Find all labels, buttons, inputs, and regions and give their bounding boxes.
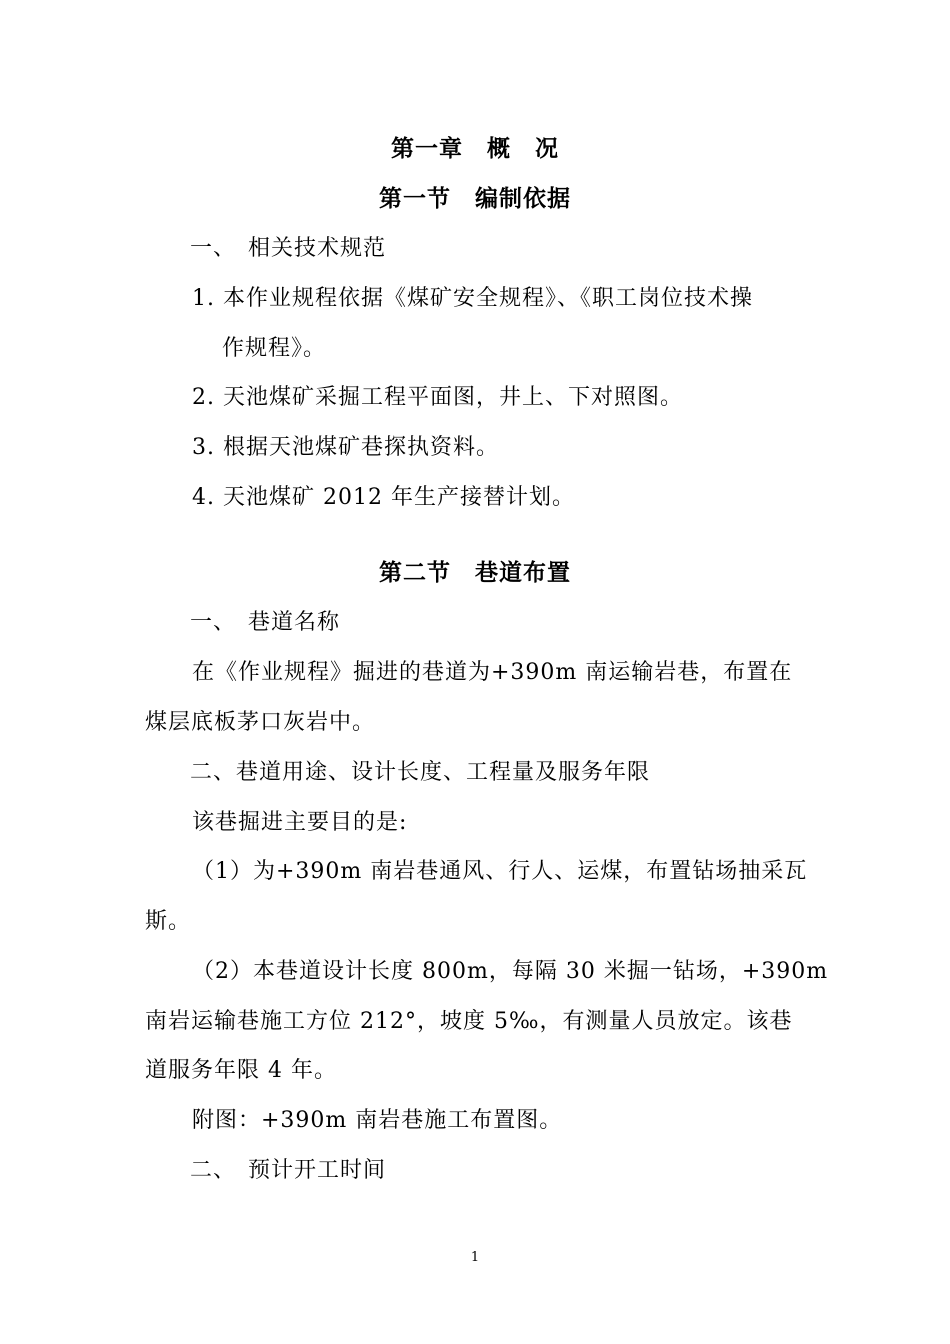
list-item-2: 2. 天池煤矿采掘工程平面图，井上、下对照图。 <box>192 385 683 410</box>
subheading-start-time: 二、 预计开工时间 <box>190 1158 387 1183</box>
subheading-standards: 一、 相关技术规范 <box>190 236 387 261</box>
list-item-3: 3. 根据天池煤矿巷探执资料。 <box>192 435 499 460</box>
list-item-4: 4. 天池煤矿 2012 年生产接替计划。 <box>192 485 575 510</box>
paragraph-roadway-line2: 煤层底板茅口灰岩中。 <box>145 710 376 735</box>
attachment-note: 附图：+390m 南岩巷施工布置图。 <box>192 1108 563 1133</box>
section-title-1: 第一节 编制依据 <box>379 185 571 212</box>
purpose-2-line2: 南岩运输巷施工方位 212°，坡度 5‰，有测量人员放定。该巷 <box>145 1009 793 1034</box>
subheading-purpose: 二、巷道用途、设计长度、工程量及服务年限 <box>190 760 651 785</box>
purpose-1-line2: 斯。 <box>145 909 192 934</box>
purpose-2-line3: 道服务年限 4 年。 <box>145 1058 337 1083</box>
page-number: 1 <box>470 1250 480 1265</box>
list-item-1-line2: 作规程》。 <box>222 336 327 361</box>
purpose-intro: 该巷掘进主要目的是: <box>192 810 408 835</box>
subheading-roadway-name: 一、 巷道名称 <box>190 610 341 635</box>
paragraph-roadway-line1: 在《作业规程》掘进的巷道为+390m 南运输岩巷，布置在 <box>192 660 793 685</box>
purpose-2-line1: （2）本巷道设计长度 800m，每隔 30 米掘一钻场，+390m <box>192 959 829 984</box>
purpose-1-line1: （1）为+390m 南岩巷通风、行人、运煤，布置钻场抽采瓦 <box>192 859 808 884</box>
chapter-title: 第一章 概 况 <box>391 135 559 162</box>
list-item-1-line1: 1. 本作业规程依据《煤矿安全规程》、《职工岗位技术操 <box>192 286 753 311</box>
section-title-2: 第二节 巷道布置 <box>379 559 571 586</box>
